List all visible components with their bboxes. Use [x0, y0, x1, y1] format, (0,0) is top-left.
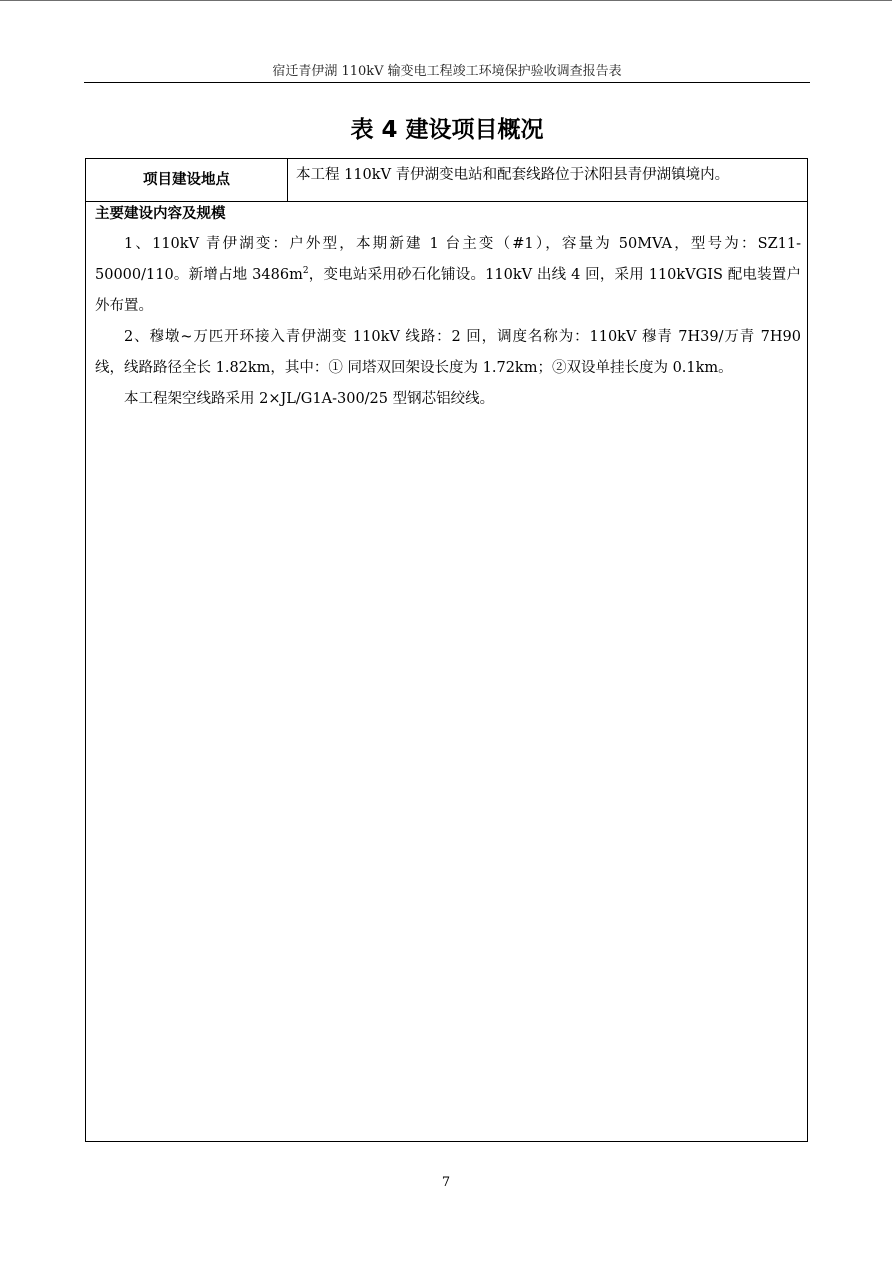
running-header: 宿迁青伊湖 110kV 输变电工程竣工环境保护验收调查报告表 [272, 64, 622, 79]
project-overview-table [85, 158, 808, 1142]
substation-paragraph [95, 229, 801, 322]
substation-text: 1、110kV 青伊湖变：户外型，本期新建 1 台主变（#1），容量为 50MVA，型号为：SZ11-50000/110。新增占地 3486m [95, 236, 801, 283]
construction-heading: 主要建设内容及规模 [95, 206, 226, 222]
area-unit-superscript: 2 [302, 266, 309, 277]
location-row [86, 159, 807, 202]
line-paragraph: 2、穆墩~万匹开环接入青伊湖变 110kV 线路：2 回，调度名称为：110kV 穆青 7H39/万青 7H90 线，线路路径全长 1.82km，其中：① 同塔双回架设长度为 1.72km；②双设单挂长度为 0.1km。 [95, 329, 801, 376]
conductor-note: 本工程架空线路采用 2×JL/G1A-300/25 型钢芯铝绞线。 [124, 391, 495, 407]
substation-text-cont: ，变电站采用砂石化铺设。110kV 出线 4 回，采用 110kVGIS 配电装置户外布置。 [95, 267, 801, 314]
table-title: 表 4 建设项目概况 [350, 117, 544, 143]
page-number: 7 [441, 1175, 451, 1190]
construction-content [95, 203, 801, 415]
location-value: 本工程 110kV 青伊湖变电站和配套线路位于沭阳县青伊湖镇境内。 [296, 167, 730, 183]
top-edge-rule [0, 0, 892, 1]
location-label: 项目建设地点 [86, 159, 288, 201]
header-rule [84, 82, 810, 83]
